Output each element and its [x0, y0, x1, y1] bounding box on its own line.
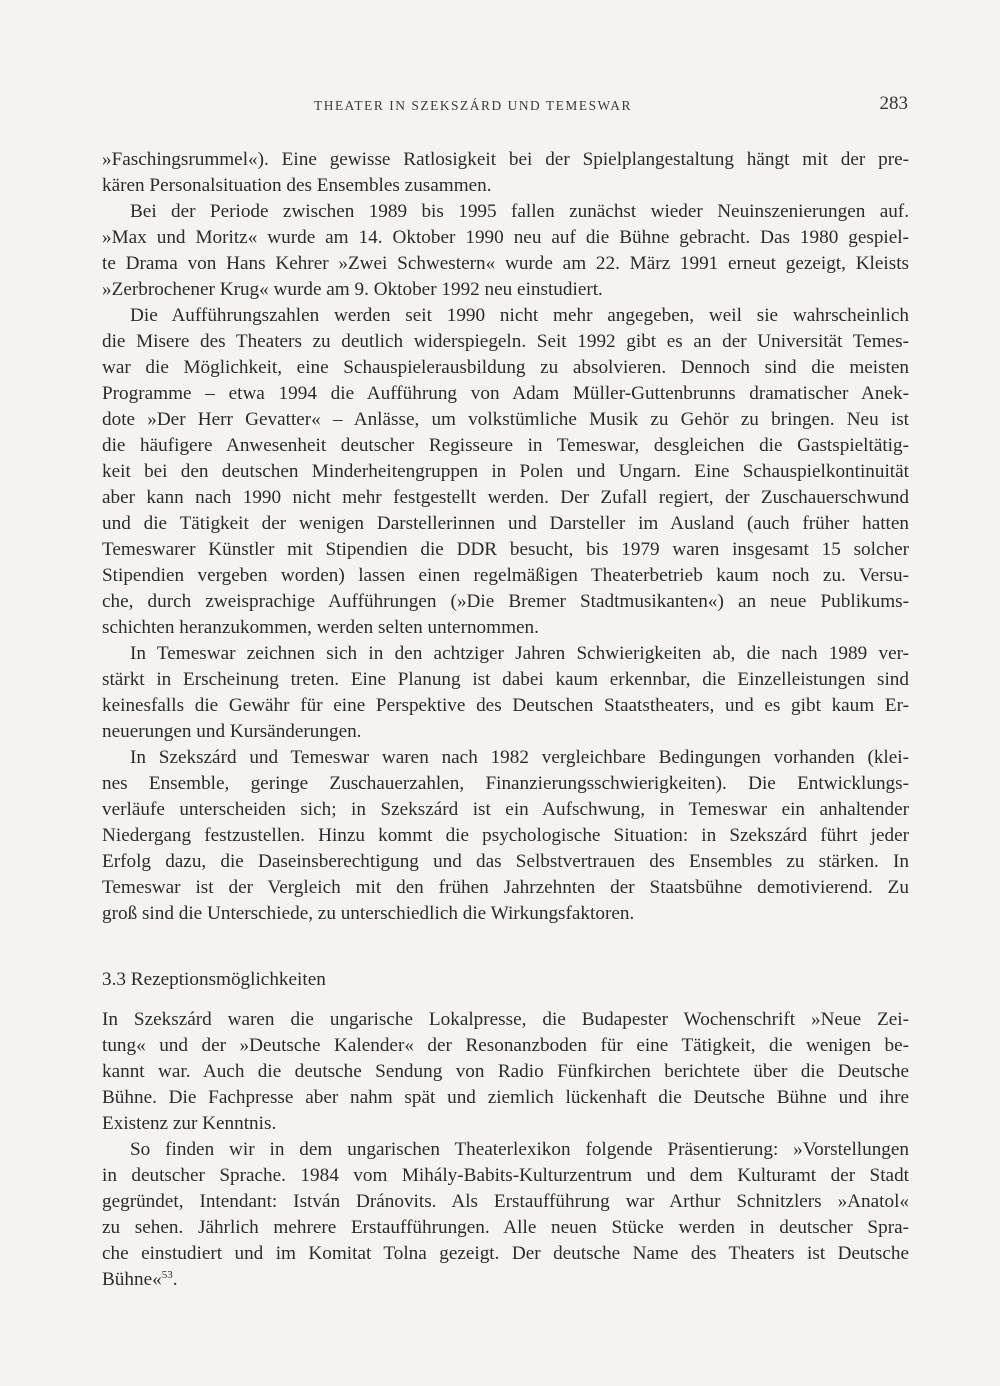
- text-line: war die Möglichkeit, eine Schauspielerausbildung zu absolvieren. Dennoch sind die meisten: [102, 357, 909, 378]
- text-line: schichten heranzukommen, werden selten unternommen.: [102, 617, 539, 638]
- text-line: »Zerbrochener Krug« wurde am 9. Oktober 1992 neu einstudiert.: [102, 279, 603, 300]
- last-text-line: [102, 1267, 909, 1293]
- text-line: In Temeswar zeichnen sich in den achtziger Jahren Schwierigkeiten ab, die nach 1989 ver-: [130, 643, 909, 664]
- text-line: keinesfalls die Gewähr für eine Perspektive des Deutschen Staatstheaters, und es gibt kaum Er-: [102, 695, 909, 716]
- text-line: So finden wir in dem ungarischen Theaterlexikon folgende Präsentierung: »Vorstellungen: [130, 1139, 909, 1160]
- text-line: In Szekszárd waren die ungarische Lokalpresse, die Budapester Wochenschrift »Neue Zei-: [102, 1009, 909, 1030]
- paragraph: [102, 147, 909, 199]
- text-line: gegründet, Intendant: István Dránovits. Als Erstaufführung war Arthur Schnitzlers »Anatol«: [102, 1191, 909, 1212]
- text-line: stärkt in Erscheinung treten. Eine Planung ist dabei kaum erkennbar, die Einzelleistungen sind: [102, 669, 909, 690]
- section-spacer: [102, 927, 909, 967]
- text-line: kären Personalsituation des Ensembles zusammen.: [102, 175, 492, 196]
- text-line: kannt war. Auch die deutsche Sendung von Radio Fünfkirchen berichtete über die Deutsche: [102, 1061, 909, 1082]
- text-line: verläufe unterscheiden sich; in Szekszárd ist ein Aufschwung, in Temeswar ein anhaltender: [102, 799, 909, 820]
- text-line: groß sind die Unterschiede, zu unterschiedlich die Wirkungsfaktoren.: [102, 903, 635, 924]
- text-line: Bei der Periode zwischen 1989 bis 1995 fallen zunächst wieder Neuinszenierungen auf.: [130, 201, 909, 222]
- text-line: che einstudiert und im Komitat Tolna gezeigt. Der deutsche Name des Theaters ist Deutsche: [102, 1243, 909, 1264]
- text-line: In Szekszárd und Temeswar waren nach 1982 vergleichbare Bedingungen vorhanden (klei-: [130, 747, 909, 768]
- text-line: aber kann nach 1990 nicht mehr festgestellt werden. Der Zufall regiert, der Zuschauerschwund: [102, 487, 909, 508]
- text-line: keit bei den deutschen Minderheitengruppen in Polen und Ungarn. Eine Schauspielkontinuität: [102, 461, 909, 482]
- section-heading: 3.3 Rezeptionsmöglichkeiten: [102, 969, 326, 990]
- body-text: [102, 147, 909, 1293]
- text-line: nes Ensemble, geringe Zuschauerzahlen, Finanzierungsschwierigkeiten). Die Entwicklungs-: [102, 773, 909, 794]
- paragraph: [102, 1007, 909, 1137]
- paragraph: [102, 1137, 909, 1293]
- text-line: Temeswar ist der Vergleich mit den frühen Jahrzehnten der Staatsbühne demotivierend. Zu: [102, 877, 909, 898]
- text-line: »Faschingsrummel«). Eine gewisse Ratlosigkeit bei der Spielplangestaltung hängt mit der pre-: [102, 149, 909, 170]
- heading-spacer: [102, 993, 909, 1007]
- text-line: te Drama von Hans Kehrer »Zwei Schwestern« wurde am 22. März 1991 erneut gezeigt, Kleists: [102, 253, 909, 274]
- text-line: dote »Der Herr Gevatter« – Anlässe, um volkstümliche Musik zu Gehör zu bringen. Neu ist: [102, 409, 909, 430]
- text-line: Existenz zur Kenntnis.: [102, 1113, 277, 1134]
- text-line: neuerungen und Kursänderungen.: [102, 721, 362, 742]
- paragraph: [102, 745, 909, 927]
- paragraph: [102, 641, 909, 745]
- text-line: Bühne. Die Fachpresse aber nahm spät und ziemlich lückenhaft die Deutsche Bühne und ihre: [102, 1087, 909, 1108]
- text-line: Erfolg dazu, die Daseinsberechtigung und das Selbstvertrauen des Ensembles zu stärken. In: [102, 851, 909, 872]
- running-head: [0, 93, 1000, 120]
- text-line: »Max und Moritz« wurde am 14. Oktober 1990 neu auf die Bühne gebracht. Das 1980 gespiel-: [102, 227, 909, 248]
- text-line: tung« und der »Deutsche Kalender« der Resonanzboden für eine Tätigkeit, die wenigen be-: [102, 1035, 909, 1056]
- paragraph: [102, 303, 909, 641]
- text-line: die Misere des Theaters zu deutlich widerspiegeln. Seit 1992 gibt es an der Universität Temes-: [102, 331, 909, 352]
- text-fragment: .: [172, 1269, 178, 1290]
- text-line: che, durch zweisprachige Aufführungen (»Die Bremer Stadtmusikanten«) an neue Publikums-: [102, 591, 909, 612]
- text-line: die häufigere Anwesenheit deutscher Regisseure in Temeswar, desgleichen die Gastspieltätig-: [102, 435, 909, 456]
- paragraph: [102, 199, 909, 303]
- text-line: Die Aufführungszahlen werden seit 1990 nicht mehr angegeben, weil sie wahrscheinlich: [130, 305, 909, 326]
- text-line: Temeswarer Künstler mit Stipendien die DDR besucht, bis 1979 waren insgesamt 15 solcher: [102, 539, 909, 560]
- text-line: und die Tätigkeit der wenigen Darstellerinnen und Darsteller im Ausland (auch früher hatten: [102, 513, 909, 534]
- running-title: THEATER IN SZEKSZÁRD UND TEMESWAR: [314, 98, 632, 113]
- text-line: zu sehen. Jährlich mehrere Erstaufführungen. Alle neuen Stücke werden in deutscher Spra-: [102, 1217, 909, 1238]
- text-line: in deutscher Sprache. 1984 vom Mihály-Babits-Kulturzentrum und dem Kulturamt der Stadt: [102, 1165, 909, 1186]
- text-fragment: Bühne«: [102, 1269, 162, 1290]
- text-line: Stipendien vergeben worden) lassen einen regelmäßigen Theaterbetrieb kaum noch zu. Versu-: [102, 565, 909, 586]
- text-line: Niedergang festzustellen. Hinzu kommt die psychologische Situation: in Szekszárd führt jeder: [102, 825, 909, 846]
- page-number: 283: [879, 93, 908, 114]
- footnote-reference[interactable]: 53: [161, 1269, 173, 1281]
- text-line: Programme – etwa 1994 die Aufführung von Adam Müller-Guttenbrunns dramatischer Anek-: [102, 383, 909, 404]
